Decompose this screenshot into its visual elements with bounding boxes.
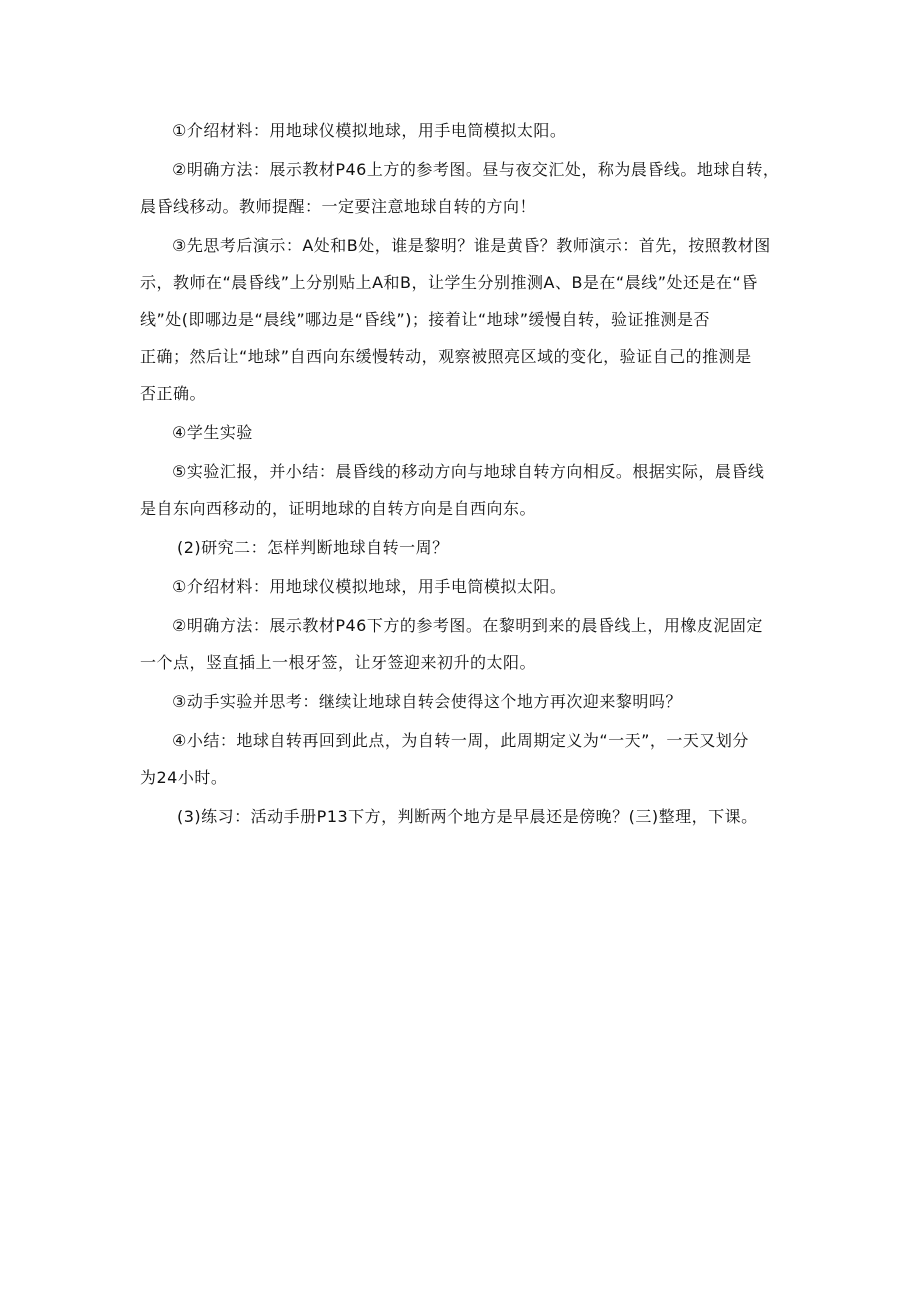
text-line: ②明确方法：展示教材P46下方的参考图。在黎明到来的晨昏线上，用橡皮泥固定	[172, 616, 763, 635]
text-line: ①介绍材料：用地球仪模拟地球，用手电筒模拟太阳。	[172, 121, 567, 140]
text-line: (2)研究二：怎样判断地球自转一周？	[177, 538, 449, 557]
text-line: ④小结：地球自转再回到此点，为自转一周，此周期定义为“一天”，一天又划分	[172, 731, 749, 750]
paragraph-intro-materials-2	[140, 568, 785, 605]
text-line: 一个点，竖直插上一根牙签，让牙签迎来初升的太阳。	[140, 653, 537, 672]
text-line: 为24小时。	[140, 768, 228, 787]
paragraph-student-experiment	[140, 414, 785, 451]
paragraph-demo	[140, 227, 785, 412]
text-line: ①介绍材料：用地球仪模拟地球，用手电筒模拟太阳。	[172, 577, 567, 596]
text-line: (3)练习：活动手册P13下方，判断两个地方是早晨还是傍晚？(三)整理，下课。	[177, 807, 758, 826]
paragraph-report-summary	[140, 453, 785, 527]
text-line: ④学生实验	[172, 423, 253, 442]
section-heading-research-two	[140, 529, 785, 566]
text-line: 线”处(即哪边是“晨线”哪边是“昏线”)；接着让“地球”缓慢自转，验证推测是否	[140, 310, 711, 329]
text-line: 正确；然后让“地球”自西向东缓慢转动，观察被照亮区域的变化，验证自己的推测是	[140, 347, 752, 366]
text-line: ⑤实验汇报，并小结：晨昏线的移动方向与地球自转方向相反。根据实际，晨昏线	[172, 462, 765, 481]
text-line: 示，教师在“晨昏线”上分别贴上A和B，让学生分别推测A、B是在“晨线”处还是在“昏	[140, 273, 758, 292]
paragraph-summary	[140, 722, 785, 796]
paragraph-method-1	[140, 151, 785, 225]
paragraph-exercise	[140, 798, 785, 835]
text-line: 晨昏线移动。教师提醒：一定要注意地球自转的方向！	[140, 197, 537, 216]
text-line: ②明确方法：展示教材P46上方的参考图。昼与夜交汇处，称为晨昏线。地球自转，	[172, 160, 780, 179]
paragraph-intro-materials-1	[140, 112, 785, 149]
text-line: ③先思考后演示：A处和B处，谁是黎明？谁是黄昏？教师演示：首先，按照教材图	[172, 236, 771, 255]
text-line: 是自东向西移动的，证明地球的自转方向是自西向东。	[140, 499, 537, 518]
paragraph-hands-on	[140, 683, 785, 720]
paragraph-method-2	[140, 607, 785, 681]
text-line: 否正确。	[140, 384, 207, 403]
document-body	[140, 112, 785, 837]
text-line: ③动手实验并思考：继续让地球自转会使得这个地方再次迎来黎明吗？	[172, 692, 682, 711]
